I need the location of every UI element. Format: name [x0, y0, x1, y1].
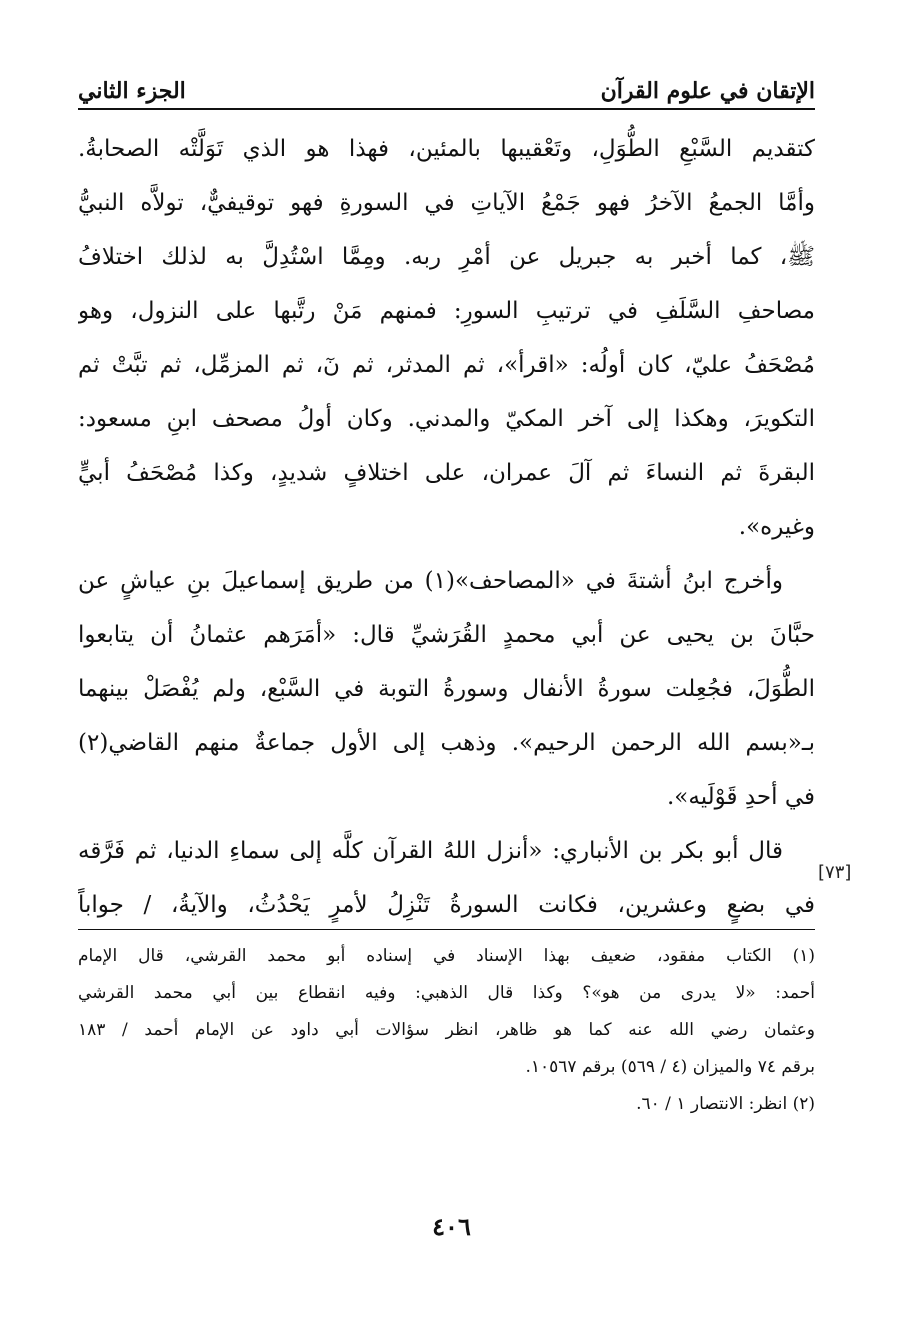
- text-line: مصاحفِ السَّلَفِ في ترتيبِ السورِ: فمنهم مَنْ رتَّبها على النزول، وهو: [78, 298, 815, 324]
- running-header: [78, 58, 815, 110]
- text-line: حبَّانَ بن يحيى عن أبي محمدٍ القُرَشيِّ قال: «أمَرَهم عثمانُ أن يتابعوا: [78, 622, 815, 648]
- text-line: بـ«بسم الله الرحمن الرحيم». وذهب إلى الأول جماعةٌ منهم القاضي(٢): [78, 730, 815, 756]
- text-line: وأمَّا الجمعُ الآخرُ فهو جَمْعُ الآياتِ في السورةِ فهو توقيفيٌّ، تولاَّه النبيُّ: [78, 190, 815, 216]
- part-label: الجزء الثاني: [78, 78, 186, 104]
- footnote-line: وعثمان رضي الله عنه كما هو ظاهر، انظر سؤالات أبي داود عن الإمام أحمد / ١٨٣: [78, 1020, 815, 1040]
- text-line: كتقديم السَّبْعِ الطُّوَلِ، وتَعْقيبها بالمئين، فهذا هو الذي تَوَلَّتْه الصحابةُ.: [78, 136, 815, 162]
- footnote-line: أحمد: «لا يدرى من هو»؟ وكذا قال الذهبي: وفيه انقطاع بين أبي محمد القرشي: [78, 983, 815, 1003]
- text-line: ﷺ، كما أخبر به جبريل عن أمْرِ ربه. ومِمَّا اسْتُدِلَّ به لذلك اختلافُ: [78, 244, 815, 270]
- text-line: في بضعٍ وعشرين، فكانت السورةُ تَنْزِلُ لأمرٍ يَحْدُثُ، والآيةُ، / جواباً: [78, 892, 815, 918]
- text-line: قال أبو بكر بن الأنباري: «أنزل اللهُ القرآن كلَّه إلى سماءِ الدنيا، ثم فَرَّقه: [78, 838, 783, 864]
- text-line: في أحدِ قَوْلَيه».: [666, 784, 815, 810]
- text-line: التكويرَ، وهكذا إلى آخر المكيّ والمدني. وكان أولُ مصحف ابنِ مسعود:: [78, 406, 815, 432]
- text-line: البقرةَ ثم النساءَ ثم آلَ عمران، على اختلافٍ شديدٍ، وكذا مُصْحَفُ أبيٍّ: [78, 460, 815, 486]
- text-line: الطُّوَلَ، فجُعِلت سورةُ الأنفال وسورةُ التوبة في السَّبْع، ولم يُفْصَلْ بينهما: [78, 676, 815, 702]
- footnote-line: برقم ٧٤ والميزان (٤ / ٥٦٩) برقم ١٠٥٦٧.: [525, 1057, 815, 1077]
- footnote-line: (٢) انظر: الانتصار ١ / ٦٠.: [636, 1094, 815, 1114]
- page-number: ٤٠٦: [432, 1212, 471, 1241]
- margin-page-reference: [٧٣]: [818, 862, 852, 883]
- book-title: الإتقان في علوم القرآن: [600, 78, 815, 104]
- text-line: وأخرج ابنُ أشتةَ في «المصاحف»(١) من طريق إسماعيلَ بنِ عياشٍ عن: [78, 568, 784, 594]
- text-line: وغيره».: [738, 514, 815, 540]
- footnote-separator: [78, 929, 815, 930]
- footnotes: [78, 938, 815, 1123]
- text-line: مُصْحَفُ عليّ، كان أولُه: «اقرأ»، ثم المدثر، ثم نٓ، ثم المزمِّل، ثم تبَّتْ ثم: [78, 352, 815, 378]
- main-text: [78, 122, 815, 932]
- footnote-line: (١) الكتاب مفقود، ضعيف بهذا الإسناد في إسناده أبو محمد القرشي، قال الإمام: [78, 946, 815, 966]
